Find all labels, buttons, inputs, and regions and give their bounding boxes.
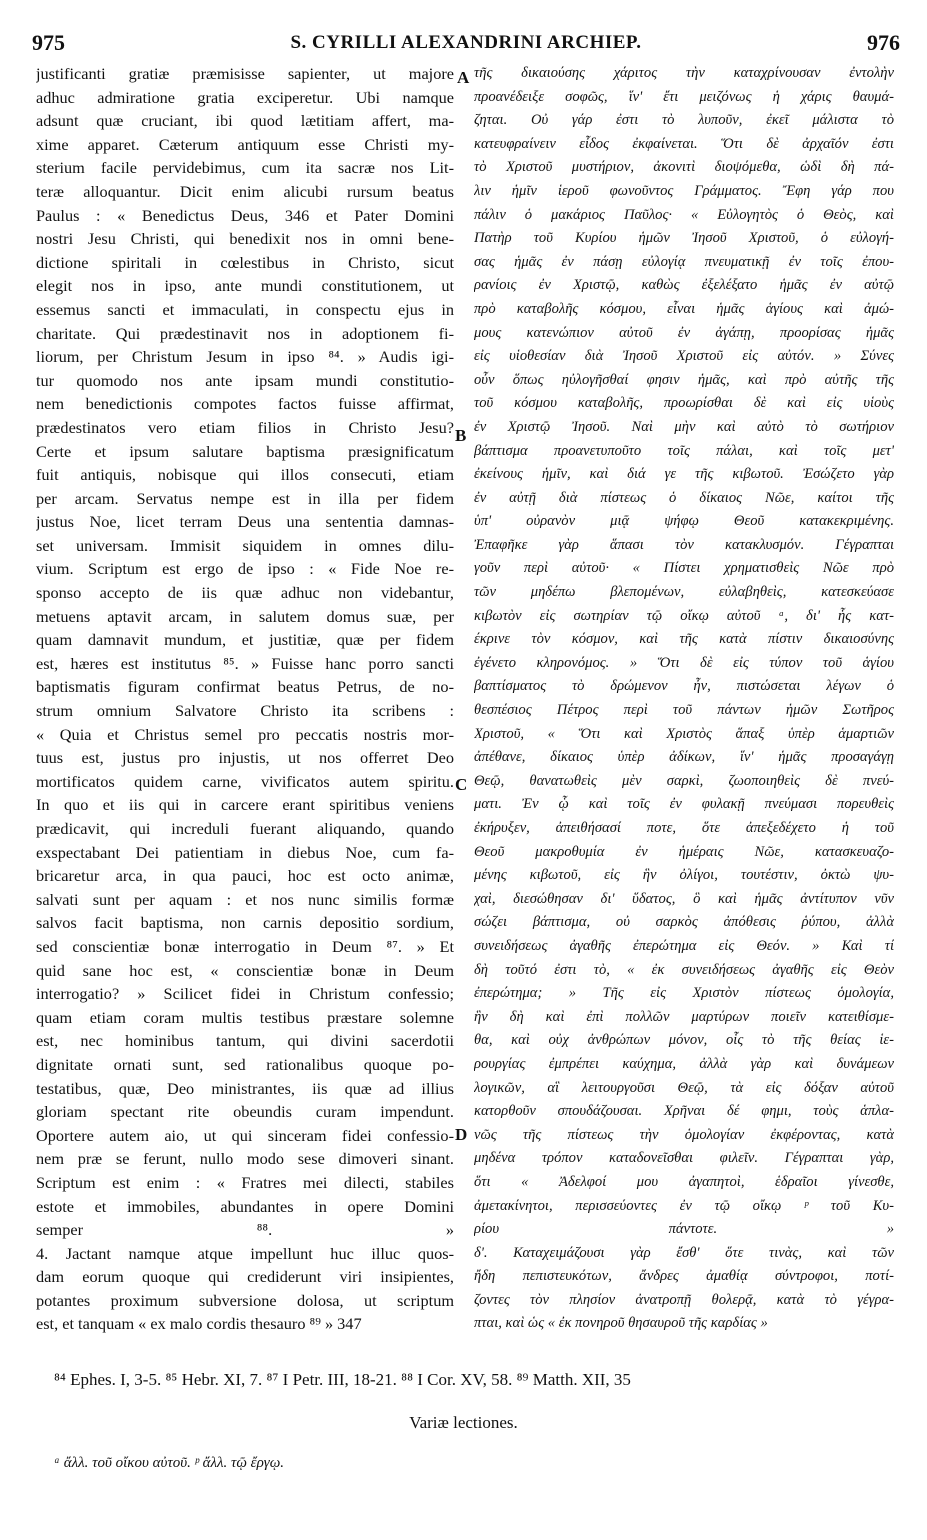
greek-text-line: Ἐπαφῆκε γὰρ ἅπασι τὸν κατακλυσμόν. Γέγραπται (474, 536, 894, 553)
latin-text-line: potantes proximum subversione dolosa, ut scriptum (36, 1290, 454, 1310)
latin-text-line: quam damnavit mundum, et justitiæ, quæ per fidem (36, 630, 454, 650)
latin-text-line: xime apparet. Cæterum antiquum esse Christi my- (36, 134, 454, 154)
latin-text-line: prædestinatos vero etiam filios in Christo Jesu? (36, 417, 454, 437)
greek-text-line: μένης κιβωτοῦ, εἰς ἣν ὀλίγοι, τουτέστιν, ὀκτὼ ψυ- (474, 867, 894, 884)
greek-text-line: Πατὴρ τοῦ Κυρίου ἡμῶν Ἰησοῦ Χριστοῦ, ὁ εὐλογή- (474, 230, 894, 247)
greek-text-line: ρουργίας ἐμπρέπει καύχημα, ἀλλὰ γὰρ καὶ δυνάμεων (474, 1055, 894, 1072)
greek-text-line: ἀπέθανε, δίκαιος ὑπὲρ ἀδίκων, ἵν' ἡμᾶς προσαγάγῃ (474, 749, 894, 766)
latin-text-line: sterium facile pervidebimus, cum ita sacræ nos Lit- (36, 158, 454, 178)
latin-text-line: quam etiam coram multis testibus præstare solemne (36, 1007, 454, 1027)
greek-text-line: λογικῶν, αἳ λειτουργοῦσι Θεῷ, τὰ εἰς δόξαν αὐτοῦ (474, 1079, 894, 1096)
latin-text-line: dignitate ornati sunt, sed rationalibus quoque po- (36, 1054, 454, 1074)
greek-column (474, 62, 894, 1336)
latin-text-line: baptismatis figuram confirmat beatus Petrus, de no- (36, 677, 454, 697)
greek-text-line: γοῦν περὶ αὐτοῦ· « Πίστει χρηματισθεὶς Νῶε πρὸ (474, 560, 894, 577)
greek-text-line: πται, καὶ ὡς « ἐκ πονηροῦ θησαυροῦ τῆς καρδίας » (474, 1315, 768, 1332)
latin-text-line: dictione spiritali in cœlestibus in Christo, sicut (36, 252, 454, 272)
latin-text-line: nostri Jesu Christi, qui benedixit nos in omni bene- (36, 229, 454, 249)
greek-text-line: πρὸ καταβολῆς κόσμου, εἶναι ἡμᾶς ἁγίους καὶ ἀμώ- (474, 300, 894, 317)
latin-text-line: fuit antiquis, nobisque qui illos consecuti, etiam (36, 465, 454, 485)
latin-text-line: bricaretur arca, in qua pauci, hoc est octo animæ, (36, 866, 454, 886)
greek-text-line: προανέδειξε σοφῶς, ἵν' ἔτι μειζόνως ἡ χάρις θαυμά- (474, 88, 894, 105)
greek-text-line: θεσπέσιος Πέτρος περὶ τοῦ πάντων ἡμῶν Σωτῆρος (474, 702, 894, 719)
greek-text-line: ἀμετακίνητοι, περισσεύοντες ἐν τῷ οἴκῳ ᵖ τοῦ Κυ- (474, 1197, 894, 1214)
greek-text-line: ζηται. Οὐ γάρ ἐστι τὸ λυποῦν, ἐκεῖ μάλιστα τὸ (474, 112, 894, 129)
variae-lectiones-title: Variæ lectiones. (409, 1413, 518, 1432)
latin-text-line: « Quia et Christus semel pro peccatis nostris mor- (36, 724, 454, 744)
latin-text-line: est, nec hominibus tantum, qui divini sacerdotii (36, 1031, 454, 1051)
greek-text-line: χαὶ, διεσώθησαν δι' ὕδατος, ὃ καὶ ἡμᾶς ἀντίτυπον νῦν (474, 890, 894, 907)
latin-text-line: interrogatio? » Scilicet fidei in Christum confessio; (36, 984, 454, 1004)
greek-text-line: έκρινε τὸν κόσμον, καὶ τῆς κατὰ πίστιν δικαιοσύνης (474, 631, 894, 648)
latin-text-line: est, et tanquam « ex malo cordis thesauro ⁸⁹ » 347 (36, 1314, 362, 1334)
latin-text-line: salvos facit baptisma, non carnis depositio sordium, (36, 913, 454, 933)
greek-text-line: τῶν μηδέπω βλεπομένων, εὐλαβηθεὶς, κατεσκεύασε (474, 584, 894, 601)
greek-text-line: ἐκήρυξεν, ἀπειθήσασί ποτε, ὅτε ἀπεξεδέχετο ἡ τοῦ (474, 820, 894, 836)
greek-text-line: θα, καὶ οὐχ ἀνθρώπων μόνον, οἷς τὸ τῆς θείας ἱε- (474, 1032, 894, 1049)
greek-text-line: σώζει βάπτισμα, οὐ σαρκὸς ἀπόθεσις ῥύπου, ἀλλὰ (474, 914, 894, 931)
greek-text-line: δὴ τοῦτό ἐστι τὸ, « ἐκ συνειδήσεως ἀγαθῆς εἰς Θεὸν (474, 961, 894, 978)
latin-text-line: metuens aptavit arcam, in salutem domus suæ, per (36, 606, 454, 626)
greek-text-line: μους κατενώπιον αὐτοῦ ἐν ἀγάπῃ, προορίσας ἡμᾶς (474, 324, 894, 341)
greek-text-line: ζοντες τὸν πλησίον ἀνατροπῇ θολερᾷ, κατὰ τὸ γέγρα- (474, 1291, 894, 1308)
latin-text-line: adsunt quæ cruciant, ibi quod lætitiam affert, ma- (36, 111, 454, 131)
latin-text-line: set universam. Immisit siquidem in omnes dilu- (36, 535, 454, 555)
latin-text-line: Paulus : « Benedictus Deus, 346 et Pater Domini (36, 205, 454, 225)
greek-text-line: τοῦ κόσμου καταβολῆς, προωρίσθαι δὲ καὶ εἰς υἱοὺς (474, 395, 894, 412)
greek-text-line: ρανίοις ἐν Χριστῷ, καθὼς ἐξελέξατο ἡμᾶς ἐν αὐτῷ (474, 277, 894, 294)
greek-text-line: Θεοῦ μακροθυμία ἐν ἡμέραις Νῶε, κατασκευαζο- (474, 843, 894, 860)
latin-text-line: semper ⁸⁸. » (36, 1220, 454, 1240)
latin-text-line: quid sane hoc est, « conscientiæ bonæ in Deum (36, 960, 454, 980)
latin-text-line: nem benedictionis compotes factos fuisse affirmat, (36, 394, 454, 414)
right-page-number: 976 (867, 30, 900, 55)
latin-text-line: per arcam. Servatus nempe est in illa per fidem (36, 488, 454, 508)
greek-text-line: κιβωτὸν εἰς σωτηρίαν τῷ οἴκῳ αὐτοῦ ᵃ, δι' ἧς κατ- (474, 607, 894, 624)
greek-text-line: ἣν δὴ καὶ ἐπὶ πολλῶν μαρτύρων ποιεῖν κατειθίσμε- (474, 1008, 894, 1025)
latin-text-line: estote et immobiles, abundantes in opere Domini (36, 1196, 454, 1216)
greek-text-line: μηδένα τρόπον καταδονεῖσθαι φιλεῖν. Γέγραπται γὰρ, (474, 1150, 894, 1167)
latin-text-line: Certe et ipsum salutare baptisma præsignificatum (36, 441, 454, 461)
page-header (32, 30, 900, 60)
greek-text-line: ὅτι « Ἀδελφοί μου ἀγαπητοὶ, ἑδραῖοι γίνεσθε, (474, 1173, 894, 1190)
latin-text-line: 4. Jactant namque atque impellunt huc illuc quos- (36, 1243, 454, 1263)
running-title: S. CYRILLI ALEXANDRINI ARCHIEP. (290, 32, 642, 53)
latin-text-line: sponso accepto de iis quæ adhuc non videbantur, (36, 583, 454, 603)
latin-text-line: Scriptum est enim : « Fratres mei dilecti, stabiles (36, 1172, 454, 1192)
greek-text-line: ἐπερώτημα; » Τῆς εἰς Χριστὸν πίστεως ὁμολογία, (474, 985, 894, 1002)
greek-text-line: κατορθοῦν σπουδάζουσαι. Χρῆναι δέ φημι, τοὺς ἁπλα- (474, 1103, 894, 1120)
greek-text-line: Θεῷ, θανατωθεὶς μὲν σαρκὶ, ζωοποιηθεὶς δὲ πνεύ- (474, 772, 894, 789)
latin-text-line: justus Noe, licet terram Deus una sententia damnas- (36, 512, 454, 532)
footnotes: ⁸⁴ Ephes. I, 3-5. ⁸⁵ Hebr. XI, 7. ⁸⁷ I Petr. III, 18-21. ⁸⁸ I Cor. XV, 58. ⁸⁹ Matth. XII, 35 (54, 1370, 631, 1389)
greek-text-line: ὑπ' οὐρανὸν μιᾷ ψήφῳ Θεοῦ κατακεκριμένης. (474, 513, 894, 530)
greek-text-line: δ'. Καταχειμάζουσι γὰρ ἔσθ' ὅτε τινὰς, καὶ τῶν (474, 1244, 894, 1261)
latin-text-line: tur quomodo nos ante ipsam mundi constitutio- (36, 370, 454, 390)
greek-text-line: βαπτίσματος τὸ δρώμενον ἦν, πιστώσεται λέγων ὁ (474, 678, 894, 695)
latin-text-line: justificanti gratiæ præmisisse sapienter, ut majore (36, 64, 454, 83)
left-page-number: 975 (32, 30, 65, 55)
latin-text-line: prædicavit, qui increduli fuerant aliquando, quando (36, 819, 454, 838)
greek-text-line: πάλιν ὁ μακάριος Παῦλος· « Εὐλογητὸς ὁ Θεὸς, καὶ (474, 206, 894, 223)
greek-text-line: λιν ἡμῖν ἱεροῦ φωνοῦντος Γράμματος. Ἔφη γάρ που (474, 182, 894, 199)
greek-text-line: νῶς τῆς πίστεως τὴν ὁμολογίαν ἐκφέροντας, κατὰ (474, 1126, 894, 1143)
latin-text-line: In quo et iis qui in carcere erant spiritibus veniens (36, 795, 454, 815)
latin-column (36, 62, 454, 1336)
latin-text-line: teræ alloquantur. Dicit enim alicubi rursum beatus (36, 181, 454, 201)
greek-text-line: ἐκείνους ἡμῖν, καὶ διά γε τῆς κιβωτοῦ. Ἐσώζετο γὰρ (474, 466, 894, 483)
latin-text-line: liorum, per Christum Jesum in ipso ⁸⁴. » Audis igi- (36, 347, 454, 367)
greek-text-line: ρίου πάντοτε. » (474, 1221, 894, 1238)
greek-text-line: οὖν ὅπως ηὐλογῆσθαί φησιν ἡμᾶς, καὶ πρὸ αὐτῆς τῆς (474, 371, 894, 388)
latin-text-line: exspectabant Dei patientiam in diebus Noe, cum fa- (36, 842, 454, 862)
greek-text-line: σας ἡμᾶς ἐν πάσῃ εὐλογίᾳ πνευματικῇ ἐν τοῖς ἐπου- (474, 253, 894, 270)
greek-text-line: συνειδήσεως ἀγαθῆς ἐπερώτημα εἰς Θεόν. » Καὶ τί (474, 937, 894, 954)
margin-letter-c: C (455, 775, 468, 794)
latin-text-line: tuus est, justus pro injustis, ut nos offerret Deo (36, 748, 454, 768)
greek-text-line: τὸ Χριστοῦ μυστήριον, ἀκονιτὶ διοψόμεθα, ὡδὶ δὴ πά- (474, 159, 894, 176)
greek-text-line: ματι. Ἐν ᾧ καὶ τοῖς ἐν φυλακῇ πνεύμασι πορευθεὶς (474, 796, 894, 813)
latin-text-line: strum omnium Salvatore Christo ita scribens : (36, 701, 454, 721)
greek-text-line: ἐγένετο κληρονόμος. » Ὅτι δὲ εἰς τύπον τοῦ ἁγίου (474, 654, 894, 671)
latin-text-line: vium. Scriptum est ergo de ipso : « Fide Noe re- (36, 559, 454, 579)
greek-text-line: βάπτισμα προανετυποῦτο τοῖς πάλαι, καὶ τοῖς μετ' (474, 442, 894, 459)
latin-text-line: salvati sunt per aquam : et nos nunc similis formæ (36, 889, 454, 909)
margin-letter-d: D (455, 1125, 468, 1144)
greek-text-line: εἰς υἱοθεσίαν διὰ Ἰησοῦ Χριστοῦ εἰς αὐτόν. » Σύνες (474, 348, 894, 365)
greek-text-line: κατευφραίνειν εἶδος ἐκφαίνεται. Ὅτι δὲ ἀρχαῖόν ἐστι (474, 135, 894, 152)
latin-text-line: elegit nos in ipso, ante mundi constitutionem, ut (36, 276, 454, 296)
greek-text-line: τῆς δικαιούσης χάριτος τὴν καταχρίνουσαν ἐντολὴν (474, 65, 894, 81)
greek-text-line: Χριστοῦ, « Ὅτι καὶ Χριστὸς ἅπαξ ὑπὲρ ἁμαρτιῶν (474, 725, 894, 742)
greek-text-line: ἐν Χριστῷ Ἰησοῦ. Ναὶ μὴν καὶ αὐτὸ τὸ σωτήριον (474, 418, 894, 435)
latin-text-line: dam eorum quoque qui crediderunt viri insipientes, (36, 1267, 454, 1287)
latin-text-line: essemus sancti et immaculati, in conspectu ejus in (36, 299, 454, 319)
latin-text-line: mortificatos quidem carne, vivificatos autem spiritu. (36, 771, 454, 791)
latin-text-line: Oportere autem aio, ut qui sinceram fidei confessio- (36, 1125, 454, 1145)
latin-text-line: charitate. Qui prædestinavit nos in adoptionem fi- (36, 323, 454, 343)
margin-letter-b: B (455, 426, 467, 445)
margin-letter-a: A (457, 68, 470, 87)
latin-text-line: adhuc admiratione gratia exciperetur. Ubi namque (36, 87, 454, 107)
latin-text-line: sed conscientiæ bonæ interrogatio in Deum ⁸⁷. » Et (36, 936, 454, 956)
greek-text-line: ἤδη πεπιστευκότων, ἄνδρες ἀμαθίᾳ σύντροφοι, ποτί- (474, 1268, 894, 1285)
greek-text-line: ἐν αὐτῇ διὰ πίστεως ὁ δίκαιος Νῶε, καίτοι τῆς (474, 489, 894, 506)
variae-lectiones-note: ᵃ ἄλλ. τοῦ οἴκου αὐτοῦ. ᵖ ἄλλ. τῷ ἔργῳ. (54, 1455, 285, 1471)
latin-text-line: gloriam spectant rite obeundis curam impendunt. (36, 1102, 454, 1122)
latin-text-line: testatibus, quæ, Deo ministrantes, iis quæ ad illius (36, 1078, 454, 1098)
latin-text-line: nem præ se ferunt, nullo modo sese dimoveri sinant. (36, 1149, 454, 1169)
latin-text-line: est, hæres est institutus ⁸⁵. » Fuisse hanc porro sancti (36, 653, 454, 673)
